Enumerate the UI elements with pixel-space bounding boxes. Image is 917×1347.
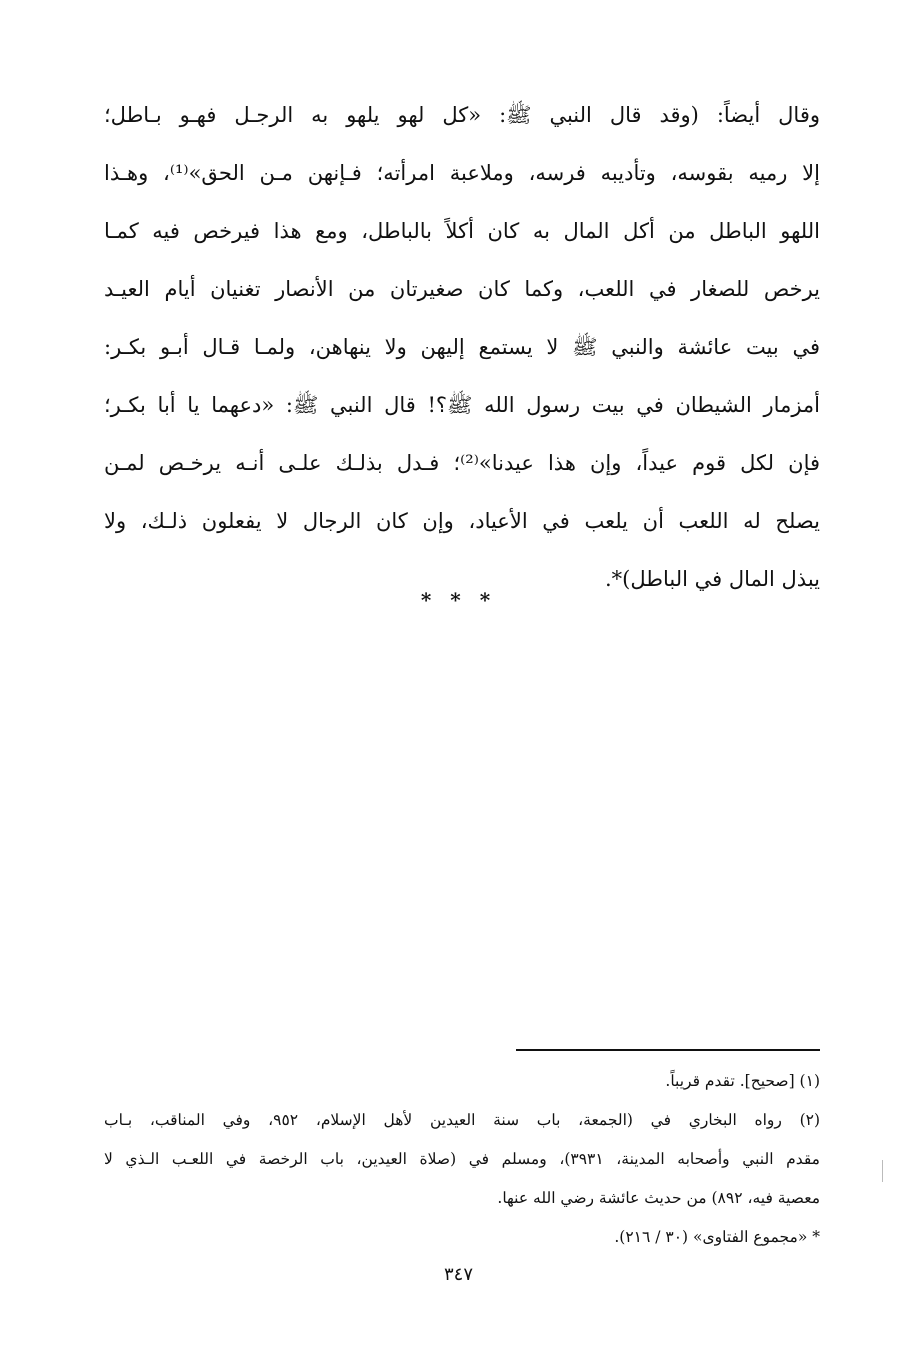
- text-line: يصلح له اللعب أن يلعب في الأعياد، وإن كان الرجال لا يفعلون ذلـك، ولا: [104, 509, 820, 533]
- footnote-line: (١) [صحيح]. تقدم قريباً.: [665, 1072, 820, 1090]
- footnotes: [104, 1062, 820, 1257]
- main-text: [104, 86, 820, 608]
- text-line: يرخص للصغار في اللعب، وكما كان صغيرتان من الأنصار تغنيان أيام العيـد: [104, 277, 820, 301]
- footnote-line: مقدم النبي وأصحابه المدينة، ٣٩٣١)، ومسلم في (صلاة العيدين، باب الرخصة في اللعـب الـذي لا: [104, 1150, 820, 1168]
- footnote-line: معصية فيه، ٨٩٢) من حديث عائشة رضي الله عنها.: [497, 1189, 820, 1207]
- section-separator: * * *: [420, 588, 497, 612]
- footnote-divider: [516, 1049, 820, 1051]
- page-number: ٣٤٧: [443, 1264, 473, 1285]
- footnote-line: (٢) رواه البخاري في (الجمعة، باب سنة العيدين لأهل الإسلام، ٩٥٢، وفي المناقب، بـاب: [104, 1111, 821, 1129]
- text-line: أمزمار الشيطان في بيت رسول الله ﷺ؟! قال النبي ﷺ: «دعهما يا أبا بكـر؛: [104, 393, 820, 417]
- text-line: اللهو الباطل من أكل المال به كان أكلاً بالباطل، ومع هذا فيرخص فيه كمـا: [104, 219, 820, 243]
- text-line: وقال أيضاً: (وقد قال النبي ﷺ: «كل لهو يلهو به الرجـل فهـو بـاطل؛: [104, 103, 820, 127]
- text-line: يبذل المال في الباطل)*.: [604, 567, 820, 591]
- margin-mark: [882, 1160, 883, 1182]
- text-line: إلا رميه بقوسه، وتأديبه فرسه، وملاعبة امرأته؛ فـإنهن مـن الحق»⁽¹⁾، وهـذا: [104, 161, 820, 185]
- text-line: فإن لكل قوم عيداً، وإن هذا عيدنا»⁽²⁾؛ فـدل بذلـك علـى أنـه يرخـص لمـن: [104, 451, 821, 475]
- text-line: في بيت عائشة والنبي ﷺ لا يستمع إليهن ولا ينهاهن، ولمـا قـال أبـو بكـر:: [104, 335, 820, 359]
- footnote-line: * «مجموع الفتاوى» (٣٠ / ٢١٦).: [614, 1228, 820, 1246]
